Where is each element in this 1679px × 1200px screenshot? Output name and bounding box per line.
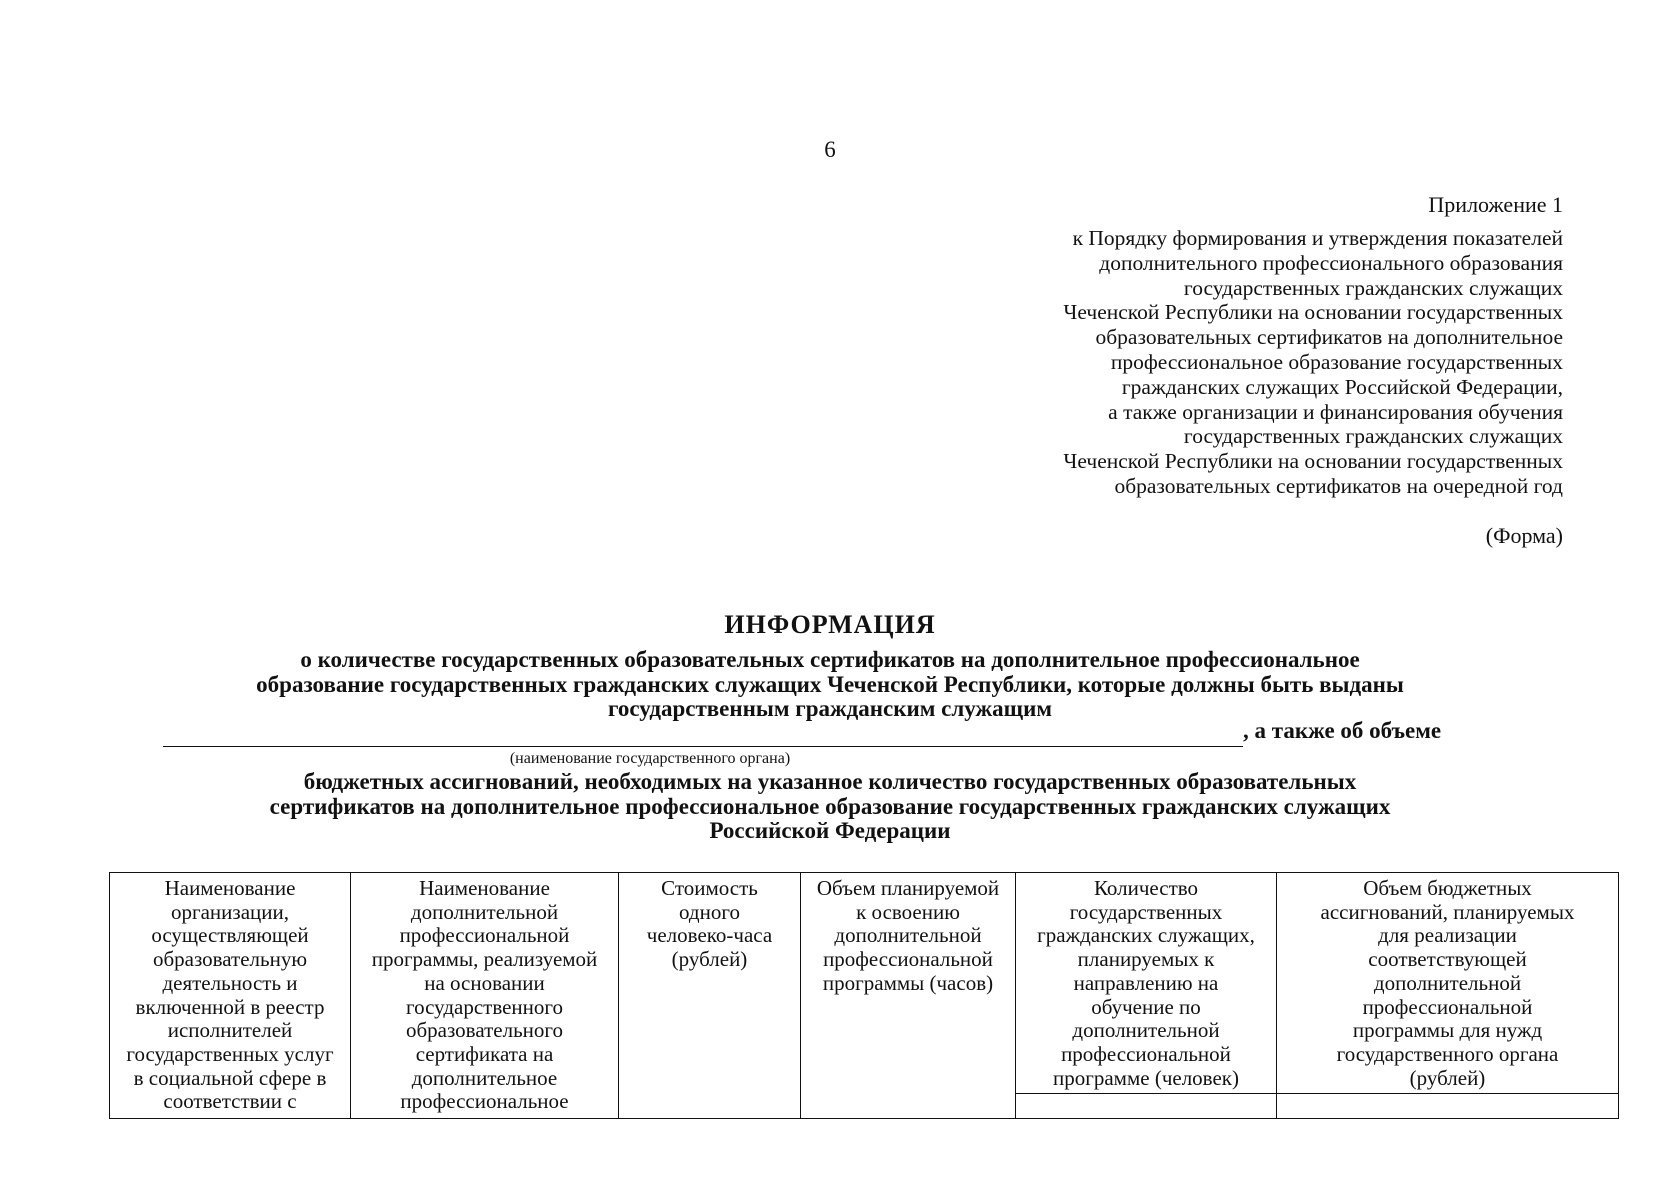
appendix-line: образовательных сертификатов на дополнительное	[1095, 325, 1563, 350]
header-line: государственных	[1069, 899, 1223, 924]
header-line: профессиональное	[400, 1089, 569, 1114]
header-cell-employee-count	[1016, 873, 1277, 1119]
org-name-blank-line	[163, 720, 1243, 747]
header-line: (рублей)	[671, 947, 748, 972]
header-line: к освоению	[856, 899, 960, 924]
header-line: профессиональной	[823, 947, 993, 972]
org-name-caption: (наименование государственного органа)	[509, 750, 791, 767]
header-cell-program-name	[351, 873, 619, 1119]
subtitle-line: образование государственных гражданских служащих Чеченской Республики, которые должны быть выданы	[256, 671, 1404, 697]
header-line: включенной в реестр	[135, 994, 325, 1019]
header-line: для реализации	[1378, 923, 1517, 948]
header-line: одного	[679, 899, 740, 924]
also-volume-text: , а также об объеме	[1243, 718, 1442, 743]
header-line: государственного	[405, 994, 564, 1019]
header-line: государственного органа	[1336, 1041, 1559, 1066]
header-line: планируемых к	[1077, 947, 1215, 972]
header-line: организации,	[171, 899, 289, 924]
header-line: ассигнований, планируемых	[1320, 899, 1575, 924]
subtitle-line: бюджетных ассигнований, необходимых на указанное количество государственных образовательных	[303, 769, 1357, 794]
header-line: профессиональной	[1362, 994, 1533, 1019]
appendix-line: к Порядку формирования и утверждения показателей	[1072, 226, 1563, 250]
header-cell-budget-volume	[1277, 873, 1619, 1119]
appendix-line: государственных гражданских служащих	[1183, 424, 1563, 449]
header-line: Стоимость	[661, 876, 758, 900]
header-line: программе (человек)	[1053, 1065, 1239, 1090]
header-line: на основании	[424, 970, 545, 995]
header-line: Наименование	[419, 876, 550, 900]
header-line: в социальной сфере в	[133, 1065, 327, 1090]
header-line: деятельность и	[162, 970, 298, 995]
appendix-line: а также организации и финансирования обучения	[1108, 399, 1563, 424]
header-line: дополнительной	[1072, 1018, 1220, 1043]
header-line: соответствии с	[163, 1089, 297, 1114]
header-line: Объем планируемой	[816, 876, 1000, 900]
header-line: профессиональной	[399, 923, 570, 948]
header-line: дополнительной	[834, 923, 982, 948]
header-line: направлению на	[1073, 970, 1219, 995]
header-line: исполнителей	[167, 1018, 293, 1043]
document-heading: ИНФОРМАЦИЯ	[724, 610, 936, 639]
header-line: сертификата на	[415, 1041, 554, 1066]
header-line: человеко-часа	[646, 923, 773, 948]
header-line: соответствующей	[1368, 947, 1527, 972]
header-line: дополнительной	[410, 899, 559, 924]
table-header-row	[110, 873, 1619, 1119]
form-label: (Форма)	[1485, 523, 1563, 548]
subtitle-line: сертификатов на дополнительное профессиональное образование государственных гражданских служащих	[269, 793, 1391, 819]
header-cell-hour-cost	[619, 873, 801, 1119]
information-table	[109, 872, 1619, 1119]
appendix-line: Чеченской Республики на основании государственных	[1063, 449, 1563, 474]
header-line: государственных услуг	[126, 1041, 334, 1066]
subtitle-part-2	[0, 770, 1660, 844]
header-line: Наименование	[164, 876, 296, 900]
header-line: (рублей)	[1409, 1065, 1486, 1090]
appendix-line: Чеченской Республики на основании государственных	[1063, 300, 1563, 325]
header-line: гражданских служащих,	[1037, 923, 1255, 948]
header-cell-organization	[110, 873, 351, 1119]
header-line: программы (часов)	[822, 970, 994, 995]
header-line: обучение по	[1091, 994, 1201, 1019]
subtitle-line: государственным гражданским служащим	[607, 696, 1053, 721]
page-number: 6	[824, 137, 836, 162]
subtitle-part-1	[0, 648, 1660, 722]
appendix-label: Приложение 1	[1428, 192, 1563, 217]
appendix-line: гражданских служащих Российской Федерации,	[1121, 374, 1563, 399]
appendix-reference	[913, 226, 1563, 499]
header-line: дополнительной	[1373, 970, 1522, 995]
header-line: Количество	[1093, 876, 1199, 900]
subtitle-line: о количестве государственных образовательных сертификатов на дополнительное профессиональное	[300, 647, 1360, 672]
header-cell-program-hours	[801, 873, 1016, 1119]
header-line: программы, реализуемой	[371, 947, 598, 972]
header-line: дополнительное	[411, 1065, 558, 1090]
header-line: образовательного	[406, 1018, 563, 1043]
appendix-line: дополнительного профессионального образования	[1099, 250, 1563, 275]
header-line: Объем бюджетных	[1363, 876, 1532, 900]
subtitle-line: Российской Федерации	[709, 818, 951, 843]
appendix-line: образовательных сертификатов на очередной год	[1114, 473, 1563, 498]
header-line: образовательную	[152, 947, 308, 972]
header-line: профессиональной	[1061, 1041, 1231, 1066]
cell-divider	[1016, 1093, 1276, 1094]
cell-divider	[1277, 1093, 1618, 1094]
header-line: программы для нужд	[1352, 1018, 1543, 1043]
header-line: осуществляющей	[151, 923, 309, 948]
appendix-line: профессиональное образование государственных	[1110, 349, 1563, 374]
appendix-line: государственных гражданских служащих	[1183, 275, 1563, 300]
